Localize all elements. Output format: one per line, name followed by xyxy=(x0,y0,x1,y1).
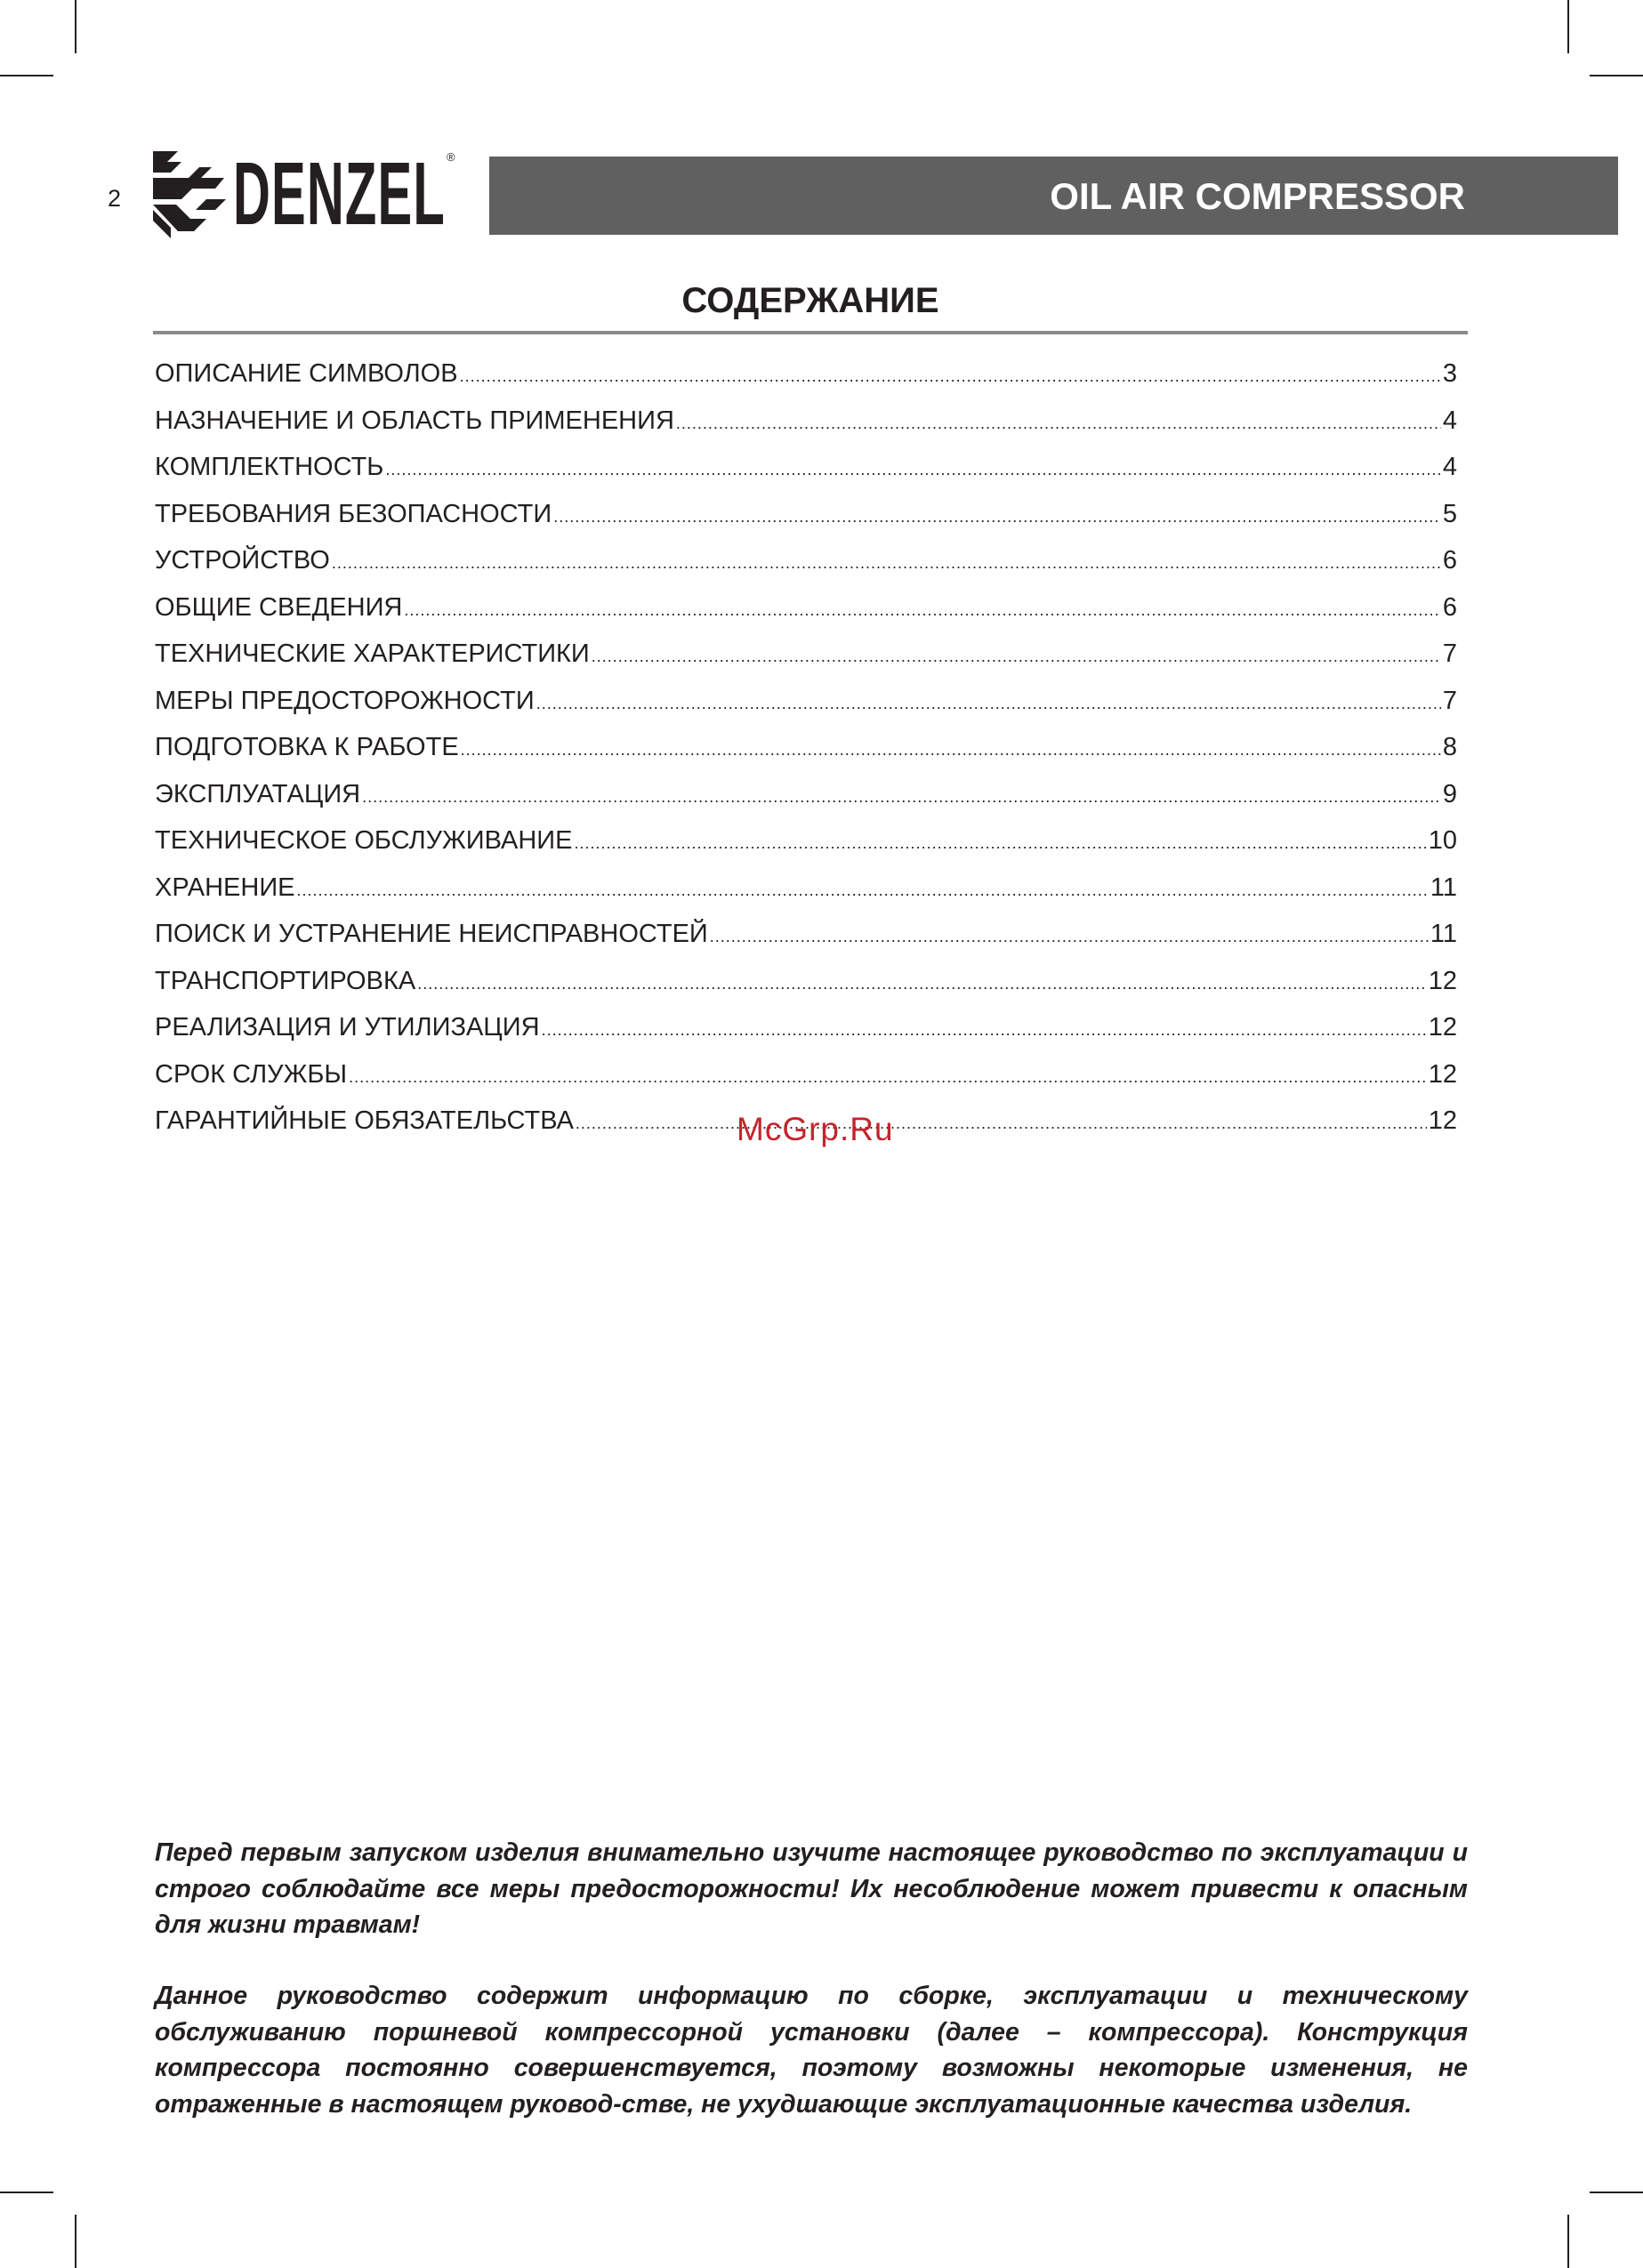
table-of-contents xyxy=(155,353,1457,1147)
header-bar xyxy=(489,157,1618,235)
toc-entry-page: 11 xyxy=(1430,920,1457,948)
toc-entry-page: 12 xyxy=(1428,1059,1457,1089)
dot-leader xyxy=(592,636,1441,677)
toc-entry-label: ПОИСК И УСТРАНЕНИЕ НЕИСПРАВНОСТЕЙ xyxy=(155,920,708,948)
toc-entry-page: 8 xyxy=(1442,733,1457,761)
toc-entry[interactable] xyxy=(155,774,1457,821)
toc-entry-label: ПОДГОТОВКА К РАБОТЕ xyxy=(155,733,459,761)
crop-mark xyxy=(75,2215,77,2268)
toc-entry[interactable] xyxy=(155,1054,1457,1101)
toc-entry[interactable] xyxy=(155,820,1457,867)
toc-entry[interactable] xyxy=(155,494,1457,541)
dot-leader xyxy=(332,543,1441,583)
toc-entry[interactable] xyxy=(155,727,1457,774)
toc-entry-page: 7 xyxy=(1442,686,1457,715)
manual-info-notice: Данное руководство содержит информацию по сборке, эксплуатации и техническому обслуживанию поршневой компрессорной установки (далее – компрессора). Конструкция компрессора постоянно совершенствуется, поэтому возможны некоторые изменения, не отраженные в настоящем руковод-стве, не ухудшающие эксплуатационные качества изделия. xyxy=(155,1982,1468,2119)
crop-mark xyxy=(1590,2192,1643,2193)
denzel-emblem-icon xyxy=(153,146,230,242)
toc-entry-page: 4 xyxy=(1442,453,1457,481)
toc-entry[interactable] xyxy=(155,587,1457,634)
toc-title: СОДЕРЖАНИЕ xyxy=(681,281,939,320)
toc-entry-page: 11 xyxy=(1430,873,1457,902)
dot-leader xyxy=(553,496,1441,537)
toc-entry-label: УСТРОЙСТВО xyxy=(155,546,330,575)
crop-mark xyxy=(1590,75,1643,76)
toc-entry-page: 6 xyxy=(1442,546,1457,575)
page-number: 2 xyxy=(108,185,122,212)
toc-entry-page: 12 xyxy=(1428,1106,1457,1135)
crop-mark xyxy=(75,0,77,53)
toc-divider xyxy=(153,331,1468,334)
toc-entry-label: ТРЕБОВАНИЯ БЕЗОПАСНОСТИ xyxy=(155,499,552,528)
toc-entry-page: 6 xyxy=(1442,592,1457,622)
watermark: McGrp.Ru xyxy=(737,1111,894,1147)
toc-entry-label: ЭКСПЛУАТАЦИЯ xyxy=(155,779,361,808)
toc-entry-page: 3 xyxy=(1442,359,1457,388)
dot-leader xyxy=(676,403,1441,444)
toc-entry-label: ХРАНЕНИЕ xyxy=(155,873,295,902)
dot-leader xyxy=(349,1057,1427,1098)
toc-entry-label: ТЕХНИЧЕСКИЕ ХАРАКТЕРИСТИКИ xyxy=(155,639,590,668)
dot-leader xyxy=(542,1009,1427,1050)
toc-entry[interactable] xyxy=(155,1007,1457,1054)
brand-name: DENZEL xyxy=(233,144,446,244)
dot-leader xyxy=(576,1103,1427,1144)
toc-entry-page: 9 xyxy=(1442,779,1457,808)
toc-entry-label: ГАРАНТИЙНЫЕ ОБЯЗАТЕЛЬСТВА xyxy=(155,1106,574,1135)
toc-entry-page: 5 xyxy=(1442,499,1457,528)
toc-entry[interactable] xyxy=(155,540,1457,587)
toc-entry-label: НАЗНАЧЕНИЕ И ОБЛАСТЬ ПРИМЕНЕНИЯ xyxy=(155,406,674,435)
dot-leader xyxy=(385,449,1441,490)
toc-entry-label: МЕРЫ ПРЕДОСТОРОЖНОСТИ xyxy=(155,686,535,715)
toc-entry-label: ОПИСАНИЕ СИМВОЛОВ xyxy=(155,359,458,388)
crop-mark xyxy=(1567,0,1569,53)
dot-leader xyxy=(417,963,1427,1004)
dot-leader xyxy=(536,683,1441,724)
header-title: OIL AIR COMPRESSOR xyxy=(1050,175,1465,217)
toc-entry-page: 12 xyxy=(1428,966,1457,995)
toc-entry[interactable] xyxy=(155,633,1457,680)
dot-leader xyxy=(404,590,1440,631)
toc-entry-label: КОМПЛЕКТНОСТЬ xyxy=(155,453,384,481)
toc-entry-label: СРОК СЛУЖБЫ xyxy=(155,1059,348,1089)
toc-entry-page: 10 xyxy=(1428,826,1457,855)
toc-entry-label: ТРАНСПОРТИРОВКА xyxy=(155,966,416,995)
toc-entry[interactable] xyxy=(155,400,1457,447)
crop-mark xyxy=(0,75,53,76)
crop-mark xyxy=(0,2192,53,2193)
safety-notice: Перед первым запуском изделия внимательно изучите настоящее руководство по эксплуатации и строго соблюдайте все меры предосторожности! Их несоблюдение может привести к опасным для жизни травмам! xyxy=(155,1838,1468,1939)
toc-entry-label: ТЕХНИЧЕСКОЕ ОБСЛУЖИВАНИЕ xyxy=(155,826,573,855)
toc-entry[interactable] xyxy=(155,961,1457,1008)
dot-leader xyxy=(297,870,1429,911)
toc-entry-label: ОБЩИЕ СВЕДЕНИЯ xyxy=(155,592,403,622)
toc-entry-page: 12 xyxy=(1428,1013,1457,1042)
toc-entry[interactable] xyxy=(155,913,1457,961)
toc-entry[interactable] xyxy=(155,353,1457,400)
dot-leader xyxy=(710,916,1429,957)
toc-entry-label: РЕАЛИЗАЦИЯ И УТИЛИЗАЦИЯ xyxy=(155,1013,540,1042)
toc-entry-page: 4 xyxy=(1442,406,1457,435)
toc-entry[interactable] xyxy=(155,446,1457,494)
toc-entry[interactable] xyxy=(155,680,1457,728)
denzel-logo xyxy=(153,146,461,246)
dot-leader xyxy=(460,356,1441,397)
dot-leader xyxy=(362,776,1441,817)
dot-leader xyxy=(461,729,1441,770)
crop-mark xyxy=(1567,2215,1569,2268)
dot-leader xyxy=(575,823,1427,864)
toc-entry-page: 7 xyxy=(1442,639,1457,668)
toc-entry[interactable] xyxy=(155,867,1457,914)
registered-mark: ® xyxy=(447,150,455,164)
